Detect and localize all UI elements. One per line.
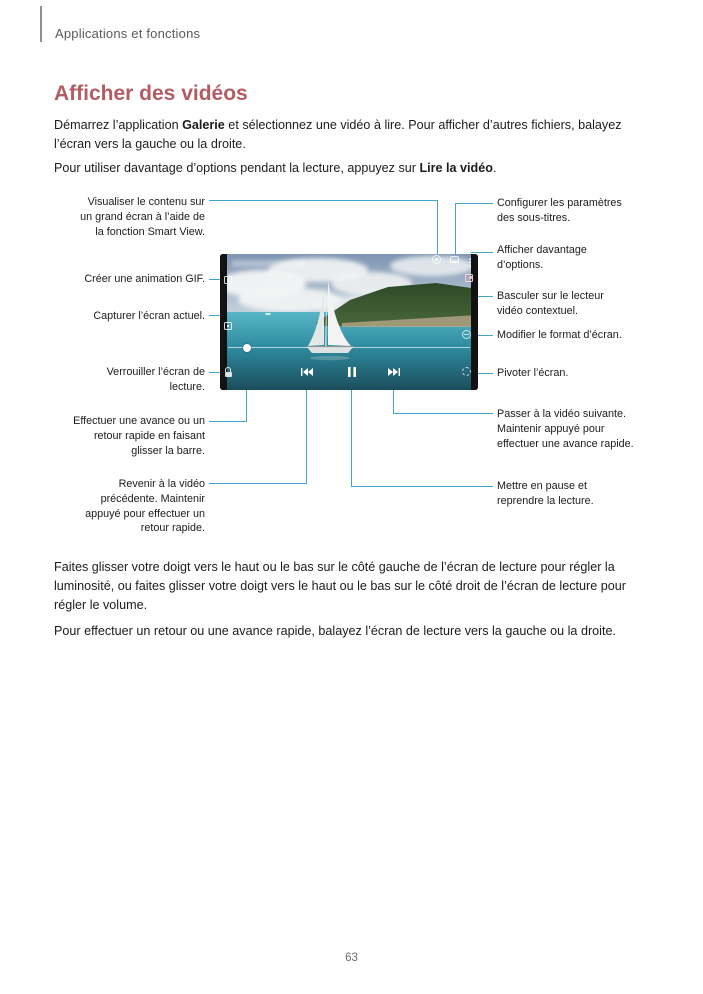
intro-paragraph-1 <box>54 116 648 154</box>
callout-line <box>351 380 352 486</box>
gif-icon <box>224 276 232 284</box>
intro-p1-post: et sélectionnez une vidéo à lire. Pour afficher d’autres fichiers, balayez l’écran vers la gauche ou la droite. <box>54 118 622 151</box>
page-title: Afficher des vidéos <box>54 82 248 105</box>
lock-icon <box>224 367 232 377</box>
callout-line <box>209 483 307 484</box>
callout-line <box>393 413 493 414</box>
callout-label-subtitles: Configurer les paramètres des sous-titres. <box>497 197 622 224</box>
callout-label-smart-view: Visualiser le contenu sur un grand écran à l’aide de la fonction Smart View. <box>80 196 205 238</box>
callout-label-pause: Mettre en pause et reprendre la lecture. <box>497 480 594 507</box>
callout-line <box>455 203 456 256</box>
previous-icon <box>301 368 313 376</box>
intro-p2-post: . <box>492 161 497 175</box>
section-header: Applications et fonctions <box>55 26 201 41</box>
smart-view-icon <box>432 255 441 264</box>
callout-label-aspect-ratio: Modifier le format d’écran. <box>497 329 622 341</box>
callout-label-previous: Revenir à la vidéo précédente. Maintenir appuyé pour effectuer un retour rapide. <box>85 478 205 535</box>
outro-paragraph-1: Faites glisser votre doigt vers le haut ou le bas sur le côté gauche de l’écran de lecture pour régler la luminosité, ou faites glisser votre doigt vers le haut ou le bas sur le côté droit de l’écran de lecture pour régler le volume. <box>54 560 626 612</box>
callout-line <box>437 200 438 256</box>
callout-label-lock: Verrouiller l’écran de lecture. <box>106 366 205 393</box>
rotate-icon <box>462 367 471 376</box>
page-number: 63 <box>345 952 358 964</box>
outro-paragraph-2: Pour effectuer un retour ou une avance rapide, balayez l’écran de lecture vers la gauche ou la droite. <box>54 624 616 638</box>
seek-bar <box>228 347 470 348</box>
callout-line <box>209 421 247 422</box>
popup-player-icon <box>465 274 473 282</box>
capture-icon <box>224 322 232 330</box>
seek-handle <box>243 344 251 352</box>
callout-label-popup-player: Basculer sur le lecteur vidéo contextuel. <box>497 290 604 317</box>
intro-p1-pre: Démarrez l’application <box>54 118 183 132</box>
callout-label-next: Passer à la vidéo suivante. Maintenir appuyé pour effectuer une avance rapide. <box>497 408 634 450</box>
pause-icon <box>348 367 356 377</box>
callout-label-gif: Créer une animation GIF. <box>84 273 205 285</box>
callout-line <box>306 378 307 483</box>
next-icon <box>388 368 400 376</box>
callout-label-seek: Effectuer une avance ou un retour rapide en faisant glisser la barre. <box>73 415 205 457</box>
aspect-ratio-icon <box>462 330 471 339</box>
callout-line <box>455 203 493 204</box>
intro-p2-pre: Pour utiliser davantage d’options pendant la lecture, appuyez sur <box>54 161 420 175</box>
header-rule <box>40 6 42 42</box>
video-player-screenshot <box>220 254 478 390</box>
subtitle-icon <box>450 256 459 263</box>
intro-paragraph-2 <box>54 159 648 178</box>
intro-p1-bold: Galerie <box>182 118 225 132</box>
callout-label-capture: Capturer l’écran actuel. <box>93 310 205 322</box>
more-options-icon <box>468 256 472 268</box>
callout-line <box>351 486 493 487</box>
callout-label-rotate: Pivoter l’écran. <box>497 367 569 379</box>
callout-line <box>209 200 437 201</box>
video-title-overlay <box>232 260 306 267</box>
intro-p2-bold: Lire la vidéo <box>419 161 493 175</box>
callout-label-more-options: Afficher davantage d’options. <box>497 244 587 271</box>
